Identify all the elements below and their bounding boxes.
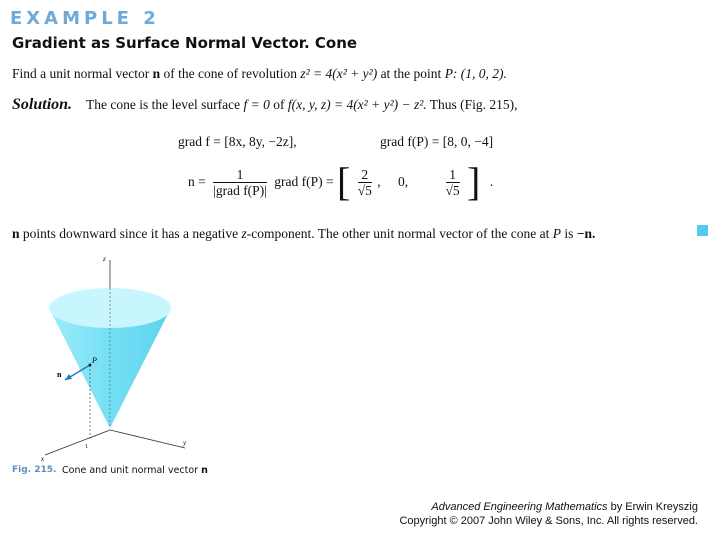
y-axis-label: y — [183, 439, 187, 447]
fraction-one-over-sqrt5 — [446, 167, 460, 198]
fraction-one-b: 1 — [446, 167, 460, 183]
solution-level-eq: f = 0 — [243, 97, 270, 112]
figure-caption — [62, 465, 208, 476]
solution-text-c: Thus (Fig. 215), — [426, 97, 518, 112]
grad-fP-equation: grad f(P) = [8, 0, −4] — [380, 134, 494, 149]
end-of-example-mark — [697, 225, 708, 236]
fraction-sqrt5-a: √5 — [357, 182, 372, 198]
conclusion-line — [12, 226, 595, 242]
y-axis — [110, 430, 185, 448]
fraction-two-over-sqrt5 — [358, 167, 372, 198]
x-axis — [45, 430, 110, 455]
conclusion-neg-n: −n. — [576, 226, 596, 241]
problem-text-c: at the point — [377, 66, 445, 81]
conclusion-text-b: -component. The other unit normal vector of the cone at — [246, 226, 553, 241]
example-title: Gradient as Surface Normal Vector. Cone — [12, 34, 358, 52]
fraction-sqrt5-b: √5 — [445, 182, 460, 198]
comma-1: , — [377, 174, 381, 189]
n-lhs: n = — [188, 174, 206, 189]
solution-f-definition: f(x, y, z) = 4(x² + y²) − z². — [287, 97, 427, 112]
example-label: EXAMPLE 2 — [10, 8, 160, 29]
problem-text-b: of the cone of revolution — [160, 66, 301, 81]
fraction-one-over-norm — [213, 167, 267, 198]
right-bracket: ] — [467, 159, 481, 204]
conclusion-text-a: points downward since it has a negative — [19, 226, 242, 241]
problem-text-a: Find a unit normal vector — [12, 66, 153, 81]
grad-fP-short: grad f(P) = — [274, 174, 334, 189]
period: . — [489, 174, 494, 189]
problem-statement — [12, 66, 507, 82]
fraction-numerator: 1 — [213, 167, 267, 183]
tick-1-label: 1 — [85, 444, 88, 450]
fraction-denominator: |grad f(P)| — [213, 182, 267, 198]
solution-line — [12, 96, 518, 114]
conclusion-n: n — [12, 226, 20, 241]
zero-component: 0, — [398, 174, 409, 189]
n-label: n — [57, 370, 62, 379]
footer-book-line — [431, 501, 698, 513]
x-axis-label: x — [41, 455, 45, 462]
conclusion-text-c: is — [561, 226, 577, 241]
fraction-two: 2 — [358, 167, 372, 183]
footer-copyright: Copyright © 2007 John Wiley & Sons, Inc. All rights reserved. — [399, 515, 698, 527]
figure-caption-n: n — [201, 465, 208, 476]
unit-normal-equation — [188, 159, 494, 212]
problem-point: P: (1, 0, 2). — [444, 66, 507, 81]
z-axis-label: z — [103, 255, 106, 263]
conclusion-z: z — [241, 226, 247, 241]
solution-text-b: of — [269, 97, 288, 112]
grad-f-equation: grad f = [8x, 8y, −2z], — [178, 134, 297, 149]
solution-text-a: The cone is the level surface — [86, 97, 244, 112]
cone-figure — [35, 250, 225, 462]
left-bracket: [ — [337, 159, 351, 204]
conclusion-P: P — [552, 226, 562, 241]
problem-n-vector: n — [152, 66, 161, 81]
solution-label: Solution. — [12, 96, 73, 113]
problem-cone-equation: z² = 4(x² + y²) — [300, 66, 378, 81]
P-label: P — [92, 356, 97, 365]
figure-caption-label: Fig. 215. — [12, 465, 57, 475]
figure-caption-text: Cone and unit normal vector — [62, 465, 199, 476]
footer-author: by Erwin Kreyszig — [607, 501, 698, 513]
footer-book-title: Advanced Engineering Mathematics — [431, 501, 608, 513]
